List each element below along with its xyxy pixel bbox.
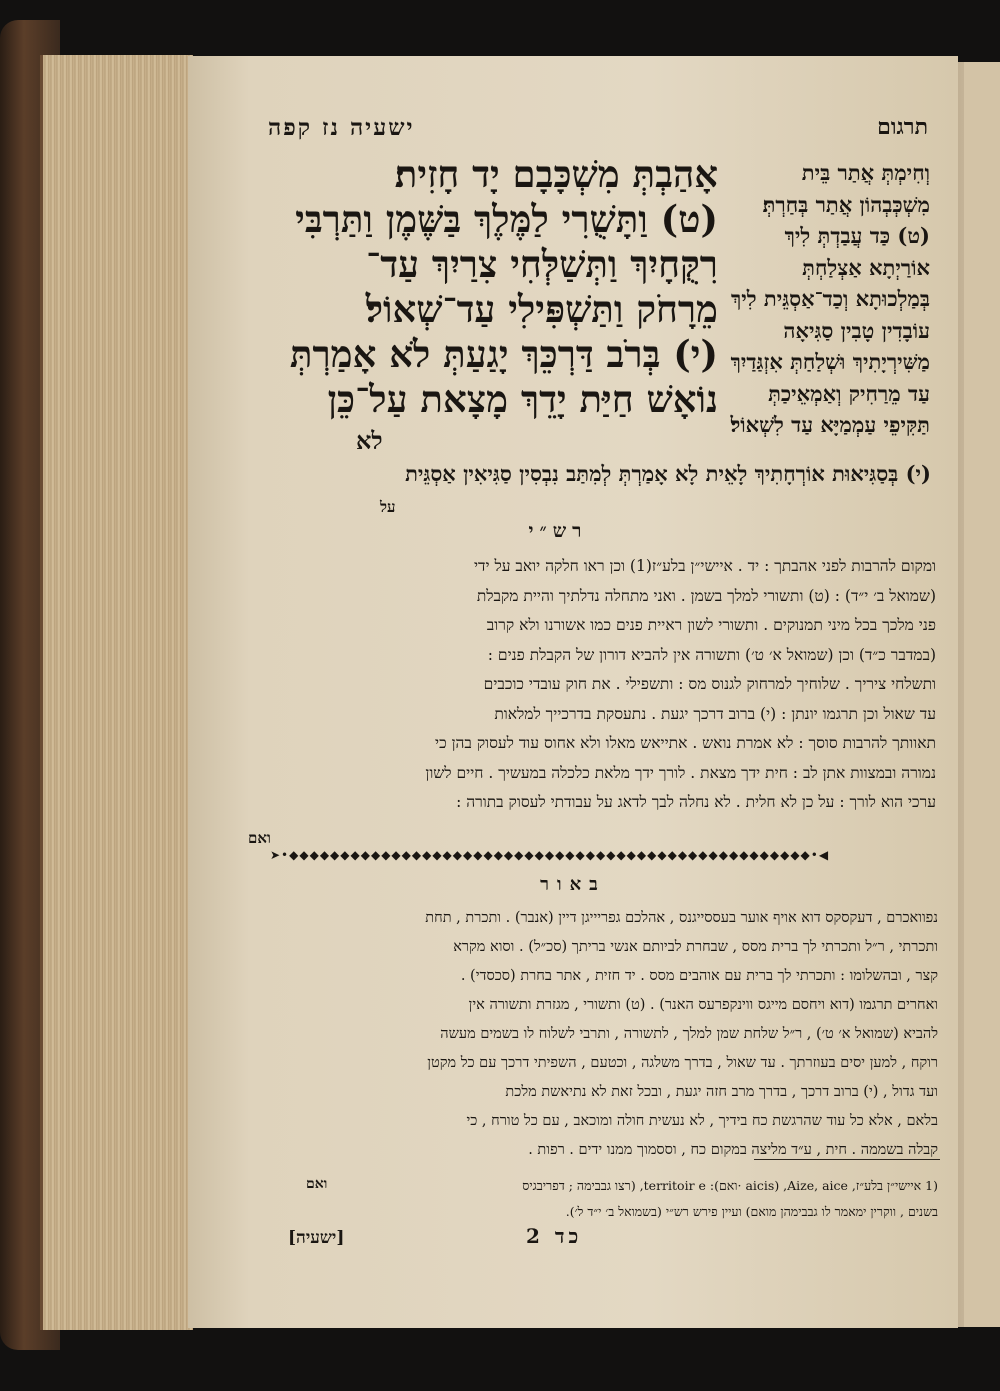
- footnote-rule: [754, 1159, 940, 1160]
- adjacent-page: [955, 62, 1000, 1327]
- beur-line: רוקח , למען יסים בעוזרתך . עד שאול , בדרך משלגה , וכטעם , השפיתי דרכך עם כל מקטן: [427, 1055, 938, 1071]
- page-header: [268, 114, 928, 152]
- rashi-line: נמורה ובמצוות אתן לב : חית ידך מצאת . לורך ידך מלאת כלכלה במעשיך . חיים לשון: [425, 763, 936, 782]
- rashi-line: עד שאול וכן תרגמו יונתן : (י) ברוב דרכך יגעת . נתעסקת בדרכייך למלאות: [494, 704, 936, 723]
- targum-line: תַּקִּיפֵי עַמְמַיָּא עַד לִשְׁאוֹל׃: [730, 412, 930, 437]
- targum-line: בְּמַלְכוּתָא וְכַד־אַסְגֵּית לִיךְ: [730, 286, 930, 311]
- targum-full-width-line: (י) בְּסַגִּיאוּת אוֹרְחָתִיךְ לָאֵית לָא אָמַרְתְּ לְמִתַּב נִבְסִין סַגִּיאִין אַסְגֵּית: [405, 461, 931, 486]
- rashi-heading: רש״י: [528, 520, 588, 542]
- rashi-line: ומקום להרבות לפני אהבתך : יד . איישי״ן בלע״ז(1) וכן ראו חלקה יואב על ידי: [473, 557, 936, 575]
- book-page: [188, 56, 958, 1328]
- rashi-line: (במדבר כ״ד) וכן (שמואל א׳ ט׳) ותשורה אין להביא דורון של הקבלת פנים :: [487, 645, 936, 664]
- header-targum-label: תרגום: [877, 114, 928, 140]
- targum-line: (ט) כַּד עֲבַדְתְּ לִיךְ: [784, 223, 930, 248]
- footnote-line: בשנים , ווקרין ימאמר לו גבבימהן מואם) ועיין פירש רש״י (בשמואל ב׳ י״ד ל׳).: [565, 1204, 938, 1219]
- bible-line: (י) בְּרֹב דַּרְכֵּךְ יָגַעַתְּ לֹא אָמַרְתְּ: [289, 332, 718, 376]
- beur-line: בלאם , אלא כל עוד שהרגשת כח בידיך , לא נעשית חולה ומוכאב , עם כל טורח , כי: [466, 1113, 938, 1129]
- beur-line: ותכרתי , ר״ל ותכרתי לך ברית מסס , שבחרת לביותם אנשי בריתך (סכ״ל) . וסוא מקרא: [453, 939, 938, 955]
- header-book-chapter-folio: ישעיה נז קפה: [268, 114, 415, 141]
- bible-line: רִקֻּחָיִךְ וַתְּשַׁלְּחִי צִרַיִךְ עַד־: [366, 242, 718, 286]
- targum-line: מִשְׁכְּבְהוֹן אֲתַר בְּחַרְתְּ׃: [762, 191, 930, 217]
- beur-line: להביא (שמואל א׳ ט׳) , ר״ל שלחת שמן למלך , לתשורה , ותרבי לשלוח לו בשמים מעשה: [440, 1026, 938, 1042]
- beur-line: ועד גדול , (י) ברוב דרכך , בדרך מרב חזה יגעת , ובכל זאת לא נתיאשת מלכת: [505, 1084, 938, 1100]
- beur-commentary: [262, 904, 938, 1165]
- bible-line: אָהַבְתְּ מִשְׁכָּבָם יָד חָזִית׃: [394, 152, 718, 196]
- rashi-commentary: [254, 552, 936, 818]
- beur-line: ואחרים תרגמו (דוא ויחסם מייגס ווינקפרעס האנר) . (ט) ותשורי , מגזרת ותשורה אין: [468, 997, 938, 1013]
- footnote-line: (1 איישי״ן בלע״ז, Aize, aice, (aicis ·ואם): territoir e, (רצו גבבימה ; דפריבגיס: [522, 1178, 938, 1193]
- bible-line: (ט) וַתָּשֻׁרִי לַמֶּלֶךְ בַּשֶּׁמֶן וַתַּרְבִּי: [295, 197, 718, 241]
- rashi-line: (שמואל ב׳ י״ד) : (ט) ותשורי למלך בשמן . ואני מתחלה נדלתיך והיית מקבלת: [476, 586, 936, 605]
- rashi-catchword: ואם: [248, 829, 271, 847]
- ornamental-divider: ➤•◆◆◆◆◆◆◆◆◆◆◆◆◆◆◆◆◆◆◆◆◆◆◆◆◆◆◆◆◆◆◆◆◆◆◆◆◆◆◆◆◆◆◆◆◆◆◆◆◆◆◆•◀: [270, 848, 830, 862]
- beur-line: קצר , ובהשלומו : ותכרתי לך ברית עם אוהבים מסס . יד חזית , אתר בחרת (סכסדי) .: [460, 968, 938, 984]
- bible-catchword: לא: [356, 426, 383, 455]
- footer-custos: [ישעיה]: [288, 1228, 345, 1248]
- bible-line: מֵרָחֹק וַתַּשְׁפִּילִי עַד־שְׁאוֹל׃: [365, 287, 718, 331]
- rashi-line: ערכי הוא לורך : על כן לא חלית . לא נחלה לבך לדאג על עבודתי לעסוק בתורה :: [456, 793, 936, 811]
- targum-line: עוֹבָדִין טָבִין סַגִּיאָה: [783, 317, 930, 343]
- rashi-line: ותשלחי ציריך . שלוחיך למרחוק לגנוס מס : ותשפילי . את חוק עובדי כוכבים: [483, 675, 936, 693]
- beur-heading: באור: [540, 874, 606, 895]
- targum-line: עַד מֵרַחִיק וְאַמְאֵיכַתְּ: [768, 380, 930, 406]
- beur-line: נפוואכרם , דעקסקס דוא אויף אוער בעססייגנס , אהלכם גפריייגן דיין (אנבר) . ותכרת , תחת: [425, 910, 938, 926]
- page-fore-edge: [40, 55, 193, 1330]
- footer-signature-mark: כד 2: [526, 1224, 583, 1248]
- targum-catchword: על: [380, 498, 396, 516]
- targum-line: וְחִימְתְּ אֲתַר בֵּית: [801, 160, 930, 185]
- beur-catchword: ואם: [306, 1176, 328, 1192]
- rashi-line: תאוותך להרבות סוסך : לא אמרת נואש . אתייאש מאלו ולא אחוס עוד לעסוק בהן כי: [435, 734, 936, 752]
- bible-line: נוֹאָשׁ חַיַּת יָדֵךְ מָצָאת עַל־כֵּן: [327, 377, 718, 421]
- bible-text-column: [266, 152, 718, 422]
- targum-line: מַשִּׁירְיָתִיךְ וּשְׁלַחַתְּ אִזְגַּדַיִךְ: [730, 349, 930, 374]
- beur-line: קבלה בשממה . חית , ע״ד מליצה במקום כח , וססמוך ממנו ידים . רפות .: [528, 1142, 938, 1158]
- rashi-line: פני מלכך בכל מיני תמנוקים . ותשורי לשון ראיית פנים כמו אשורנו ולא קרוב: [486, 616, 936, 634]
- targum-column: [714, 157, 930, 441]
- targum-line: אוֹרַיְתָא אַצְלַחְתְּ: [802, 254, 930, 280]
